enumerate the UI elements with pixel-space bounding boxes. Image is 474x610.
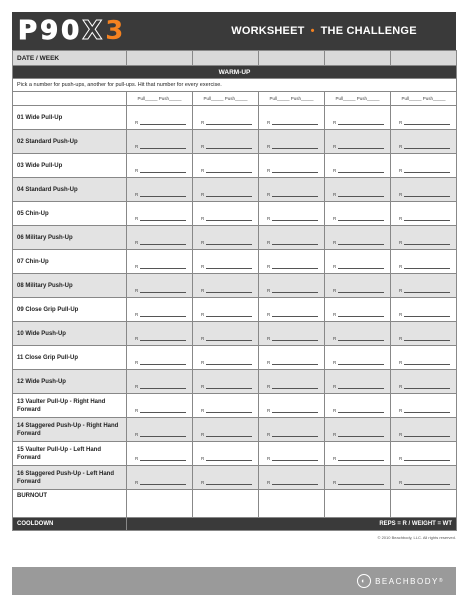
reps-marker: R <box>135 383 139 389</box>
reps-marker: R <box>333 287 337 293</box>
exercise-name: 14 Staggered Push-Up - Right Hand Forward <box>13 418 127 442</box>
reps-cell[interactable] <box>193 418 259 442</box>
reps-cell[interactable] <box>127 298 193 322</box>
burnout-cell[interactable] <box>259 490 325 518</box>
reps-cell[interactable] <box>127 274 193 298</box>
reps-cell[interactable] <box>259 106 325 130</box>
reps-cell[interactable] <box>127 250 193 274</box>
reps-marker: R <box>201 191 205 197</box>
pull-push-cell[interactable]: Pull_____ Push_____ <box>259 92 325 106</box>
reps-cell[interactable] <box>259 226 325 250</box>
header-bar <box>12 12 456 50</box>
reps-cell[interactable] <box>193 346 259 370</box>
reps-marker: R <box>399 215 403 221</box>
reps-cell[interactable] <box>325 226 391 250</box>
reps-cell[interactable] <box>259 178 325 202</box>
reps-marker: R <box>201 479 205 485</box>
reps-marker: R <box>267 335 271 341</box>
pull-push-blank <box>13 92 127 106</box>
exercise-row <box>13 298 457 322</box>
reps-cell[interactable] <box>193 106 259 130</box>
reps-cell[interactable] <box>391 298 457 322</box>
reps-cell[interactable] <box>391 202 457 226</box>
reps-cell[interactable] <box>127 346 193 370</box>
reps-cell[interactable] <box>325 322 391 346</box>
reps-cell[interactable] <box>325 154 391 178</box>
reps-marker: R <box>267 479 271 485</box>
reps-cell[interactable] <box>259 346 325 370</box>
exercise-name: 01 Wide Pull-Up <box>13 106 127 130</box>
reps-cell[interactable] <box>391 418 457 442</box>
reps-cell[interactable] <box>193 322 259 346</box>
date-cell[interactable] <box>193 51 259 66</box>
reps-cell[interactable] <box>193 226 259 250</box>
reps-marker: R <box>135 407 139 413</box>
reps-cell[interactable] <box>325 130 391 154</box>
reps-marker: R <box>201 335 205 341</box>
reps-cell[interactable] <box>325 250 391 274</box>
exercise-name: 06 Military Push-Up <box>13 226 127 250</box>
reps-marker: R <box>135 455 139 461</box>
reps-cell[interactable] <box>127 226 193 250</box>
reps-marker: R <box>201 239 205 245</box>
reps-cell[interactable] <box>391 154 457 178</box>
reps-cell[interactable] <box>259 274 325 298</box>
footer-bar <box>12 567 456 595</box>
reps-marker: R <box>333 215 337 221</box>
reps-marker: R <box>399 407 403 413</box>
exercise-row <box>13 130 457 154</box>
reps-cell[interactable] <box>259 442 325 466</box>
reps-cell[interactable] <box>127 370 193 394</box>
reps-cell[interactable] <box>127 202 193 226</box>
date-week-label: DATE / WEEK <box>13 51 127 66</box>
date-cell[interactable] <box>391 51 457 66</box>
reps-marker: R <box>333 167 337 173</box>
reps-marker: R <box>267 407 271 413</box>
reps-marker: R <box>201 455 205 461</box>
reps-cell[interactable] <box>391 466 457 490</box>
reps-cell[interactable] <box>127 322 193 346</box>
burnout-label: BURNOUT <box>13 490 127 518</box>
exercise-row <box>13 346 457 370</box>
reps-marker: R <box>267 143 271 149</box>
reps-cell[interactable] <box>391 130 457 154</box>
reps-marker: R <box>333 263 337 269</box>
reps-cell[interactable] <box>193 274 259 298</box>
reps-marker: R <box>333 191 337 197</box>
reps-cell[interactable] <box>259 154 325 178</box>
reps-marker: R <box>201 215 205 221</box>
title-separator: • <box>310 25 315 37</box>
reps-marker: R <box>201 359 205 365</box>
exercise-row <box>13 418 457 442</box>
reps-marker: R <box>333 119 337 125</box>
reps-cell[interactable] <box>325 274 391 298</box>
reps-marker: R <box>201 167 205 173</box>
reps-marker: R <box>399 239 403 245</box>
reps-marker: R <box>135 239 139 245</box>
reps-legend: REPS = R / WEIGHT = WT <box>127 518 457 531</box>
burnout-cell[interactable] <box>391 490 457 518</box>
instructions-row <box>13 79 457 92</box>
reps-cell[interactable] <box>193 202 259 226</box>
exercise-name: 15 Vaulter Pull-Up - Left Hand Forward <box>13 442 127 466</box>
reps-marker: R <box>267 215 271 221</box>
reps-marker: R <box>135 263 139 269</box>
reps-marker: R <box>399 167 403 173</box>
reps-marker: R <box>399 191 403 197</box>
reps-marker: R <box>267 263 271 269</box>
reps-cell[interactable] <box>259 418 325 442</box>
pull-push-cell[interactable]: Pull_____ Push_____ <box>391 92 457 106</box>
reps-marker: R <box>267 167 271 173</box>
exercise-name: 08 Military Push-Up <box>13 274 127 298</box>
reps-cell[interactable] <box>259 250 325 274</box>
pull-push-cell[interactable]: Pull_____ Push_____ <box>325 92 391 106</box>
exercise-name: 12 Wide Push-Up <box>13 370 127 394</box>
reps-marker: R <box>399 359 403 365</box>
exercise-row <box>13 466 457 490</box>
reps-marker: R <box>135 431 139 437</box>
burnout-cell[interactable] <box>325 490 391 518</box>
reps-marker: R <box>267 287 271 293</box>
registered-mark: ® <box>438 578 444 584</box>
exercise-row <box>13 370 457 394</box>
pull-push-cell[interactable]: Pull_____ Push_____ <box>127 92 193 106</box>
reps-marker: R <box>399 383 403 389</box>
reps-cell[interactable] <box>127 106 193 130</box>
date-cell[interactable] <box>259 51 325 66</box>
reps-cell[interactable] <box>325 106 391 130</box>
worksheet-label: WORKSHEET <box>231 25 305 37</box>
reps-marker: R <box>399 311 403 317</box>
reps-cell[interactable] <box>391 394 457 418</box>
reps-marker: R <box>333 383 337 389</box>
p90x3-logo: P90X3 <box>18 16 127 46</box>
reps-cell[interactable] <box>193 154 259 178</box>
reps-marker: R <box>135 335 139 341</box>
reps-marker: R <box>333 335 337 341</box>
reps-marker: R <box>399 263 403 269</box>
reps-marker: R <box>267 383 271 389</box>
reps-cell[interactable] <box>193 370 259 394</box>
reps-marker: R <box>333 143 337 149</box>
reps-cell[interactable] <box>391 178 457 202</box>
reps-cell[interactable] <box>127 466 193 490</box>
reps-cell[interactable] <box>325 346 391 370</box>
reps-cell[interactable] <box>127 130 193 154</box>
reps-marker: R <box>201 383 205 389</box>
reps-cell[interactable] <box>259 322 325 346</box>
reps-cell[interactable] <box>259 130 325 154</box>
reps-marker: R <box>333 311 337 317</box>
exercise-row <box>13 274 457 298</box>
reps-cell[interactable] <box>259 370 325 394</box>
reps-cell[interactable] <box>193 250 259 274</box>
date-cell[interactable] <box>325 51 391 66</box>
reps-cell[interactable] <box>259 394 325 418</box>
cooldown-row <box>13 518 457 531</box>
reps-cell[interactable] <box>193 130 259 154</box>
worksheet-title <box>192 25 456 37</box>
exercise-row <box>13 250 457 274</box>
exercise-row <box>13 202 457 226</box>
reps-cell[interactable] <box>325 466 391 490</box>
reps-marker: R <box>267 359 271 365</box>
pull-push-row <box>13 92 457 106</box>
copyright-text: © 2010 Beachbody, LLC. All rights reserved. <box>377 535 456 540</box>
burnout-cell[interactable] <box>127 490 193 518</box>
reps-marker: R <box>399 119 403 125</box>
worksheet-page <box>12 12 456 540</box>
reps-marker: R <box>135 359 139 365</box>
reps-cell[interactable] <box>259 466 325 490</box>
reps-cell[interactable] <box>193 178 259 202</box>
reps-marker: R <box>135 191 139 197</box>
reps-marker: R <box>135 287 139 293</box>
beachbody-logo-icon: ◐ <box>357 574 371 588</box>
exercise-name: 10 Wide Push-Up <box>13 322 127 346</box>
reps-cell[interactable] <box>391 274 457 298</box>
reps-cell[interactable] <box>127 394 193 418</box>
reps-cell[interactable] <box>127 154 193 178</box>
challenge-label: THE CHALLENGE <box>320 25 417 37</box>
exercise-name: 04 Standard Push-Up <box>13 178 127 202</box>
exercise-name: 16 Staggered Push-Up - Left Hand Forward <box>13 466 127 490</box>
reps-cell[interactable] <box>325 202 391 226</box>
exercise-name: 11 Close Grip Pull-Up <box>13 346 127 370</box>
reps-marker: R <box>399 455 403 461</box>
burnout-cell[interactable] <box>193 490 259 518</box>
date-cell[interactable] <box>127 51 193 66</box>
reps-cell[interactable] <box>259 298 325 322</box>
reps-marker: R <box>333 239 337 245</box>
reps-marker: R <box>399 335 403 341</box>
reps-marker: R <box>201 311 205 317</box>
burnout-row <box>13 490 457 518</box>
reps-cell[interactable] <box>391 322 457 346</box>
reps-marker: R <box>201 143 205 149</box>
warmup-row <box>13 66 457 79</box>
exercise-name: 09 Close Grip Pull-Up <box>13 298 127 322</box>
reps-marker: R <box>333 479 337 485</box>
reps-cell[interactable] <box>193 298 259 322</box>
exercise-row <box>13 394 457 418</box>
reps-marker: R <box>201 287 205 293</box>
pull-push-cell[interactable]: Pull_____ Push_____ <box>193 92 259 106</box>
exercise-row <box>13 226 457 250</box>
exercise-name: 02 Standard Push-Up <box>13 130 127 154</box>
exercise-row <box>13 442 457 466</box>
reps-cell[interactable] <box>127 418 193 442</box>
reps-cell[interactable] <box>259 202 325 226</box>
reps-cell[interactable] <box>391 346 457 370</box>
exercise-row <box>13 154 457 178</box>
reps-cell[interactable] <box>325 298 391 322</box>
reps-marker: R <box>201 431 205 437</box>
reps-marker: R <box>399 287 403 293</box>
reps-marker: R <box>135 167 139 173</box>
reps-cell[interactable] <box>391 250 457 274</box>
reps-marker: R <box>399 143 403 149</box>
reps-marker: R <box>399 479 403 485</box>
date-week-row <box>13 51 457 66</box>
reps-marker: R <box>135 479 139 485</box>
reps-marker: R <box>135 119 139 125</box>
exercise-row <box>13 178 457 202</box>
reps-marker: R <box>333 431 337 437</box>
reps-marker: R <box>399 431 403 437</box>
reps-cell[interactable] <box>193 442 259 466</box>
reps-marker: R <box>267 311 271 317</box>
reps-marker: R <box>201 407 205 413</box>
reps-marker: R <box>267 119 271 125</box>
reps-cell[interactable] <box>325 178 391 202</box>
exercise-name: 03 Wide Pull-Up <box>13 154 127 178</box>
reps-cell[interactable] <box>193 394 259 418</box>
reps-cell[interactable] <box>127 178 193 202</box>
reps-cell[interactable] <box>127 442 193 466</box>
warmup-label: WARM-UP <box>13 66 457 79</box>
reps-cell[interactable] <box>391 442 457 466</box>
reps-marker: R <box>201 263 205 269</box>
reps-marker: R <box>267 191 271 197</box>
workout-table <box>12 50 457 531</box>
exercise-row <box>13 322 457 346</box>
instructions-text: Pick a number for push-ups, another for pull-ups. Hit that number for every exercise. <box>13 79 457 92</box>
reps-marker: R <box>135 311 139 317</box>
reps-marker: R <box>333 455 337 461</box>
reps-marker: R <box>333 407 337 413</box>
reps-marker: R <box>135 143 139 149</box>
reps-marker: R <box>267 455 271 461</box>
reps-cell[interactable] <box>391 106 457 130</box>
footer-brand: BEACHBODY <box>375 576 439 586</box>
reps-cell[interactable] <box>325 442 391 466</box>
reps-marker: R <box>135 215 139 221</box>
reps-cell[interactable] <box>325 370 391 394</box>
reps-marker: R <box>267 431 271 437</box>
exercise-name: 13 Vaulter Pull-Up - Right Hand Forward <box>13 394 127 418</box>
exercise-row <box>13 106 457 130</box>
reps-cell[interactable] <box>325 418 391 442</box>
reps-cell[interactable] <box>391 226 457 250</box>
reps-cell[interactable] <box>325 394 391 418</box>
reps-marker: R <box>267 239 271 245</box>
reps-marker: R <box>201 119 205 125</box>
exercise-name: 05 Chin-Up <box>13 202 127 226</box>
reps-cell[interactable] <box>193 466 259 490</box>
exercise-name: 07 Chin-Up <box>13 250 127 274</box>
reps-cell[interactable] <box>391 370 457 394</box>
reps-marker: R <box>333 359 337 365</box>
cooldown-label: COOLDOWN <box>13 518 127 531</box>
